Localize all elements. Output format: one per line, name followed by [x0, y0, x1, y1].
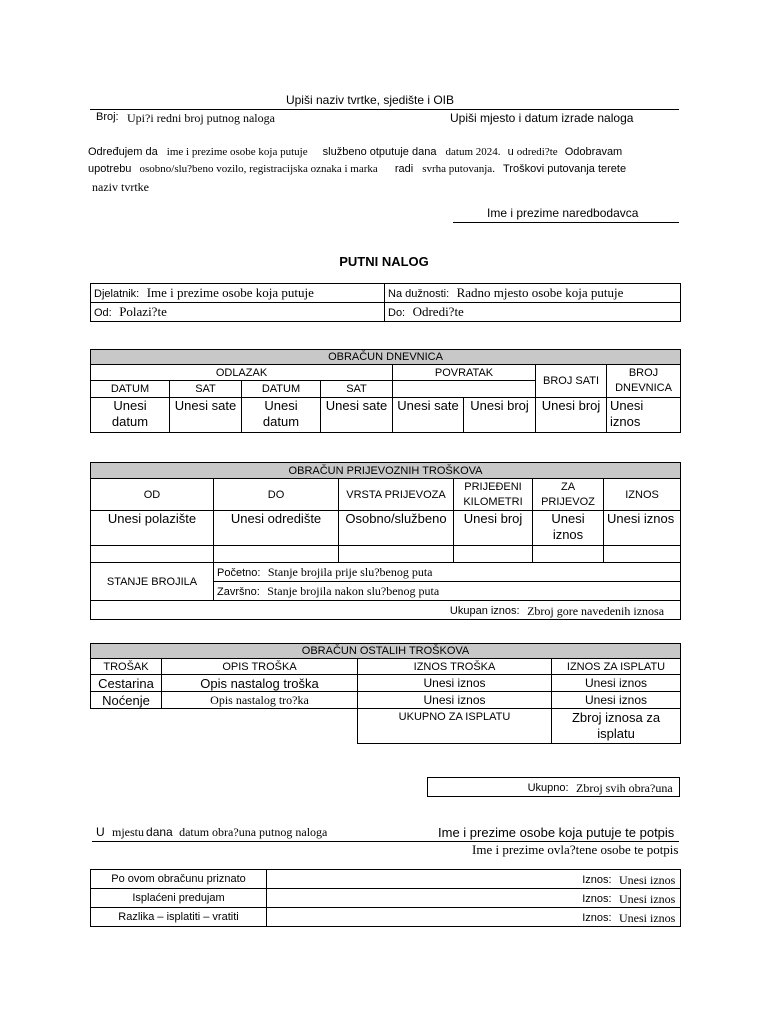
ukupno-isplata-label: UKUPNO ZA ISPLATU [358, 709, 552, 744]
trosak-header: TROŠAK [91, 659, 162, 675]
pocetno-cell [214, 563, 681, 582]
odlazak-header: ODLAZAK [91, 365, 393, 381]
od-field[interactable]: Unesi polazište [91, 511, 214, 546]
dnevnice-table [90, 349, 681, 433]
datum-obracuna-field[interactable]: datum obra?una putnog naloga [179, 825, 328, 839]
broj-dnevnica-field[interactable]: Unesi broj [464, 398, 536, 433]
trosak-field[interactable]: Cestarina [91, 675, 162, 692]
ukupan-iznos-field[interactable]: Zbroj gore navedenih iznosa [527, 604, 665, 618]
od-label: Od: [94, 307, 112, 319]
ukupno-box [427, 777, 680, 797]
vehicle-field[interactable]: osobno/slu?beno vozilo, registracijska oznaka i marka [139, 163, 378, 175]
travel-date-field[interactable]: datum 2024. [445, 146, 501, 158]
authorized-signature[interactable]: Ime i prezime ovla?tene osobe te potpis [472, 842, 679, 857]
company-name-field[interactable]: naziv tvrtke [92, 180, 149, 194]
odlazak-datum-header: DATUM [91, 381, 170, 398]
zavrsno-cell [214, 582, 681, 601]
povratak-sat-header: SAT [321, 381, 393, 398]
odlazak-sat-field[interactable]: Unesi sate [170, 398, 242, 433]
djelatnik-field[interactable]: Ime i prezime osobe koja putuje [146, 285, 314, 300]
do-label: Do: [388, 307, 406, 319]
povratak-datum-header: DATUM [242, 381, 321, 398]
od-field[interactable]: Polazi?te [119, 304, 167, 319]
iznos-trosk-header: IZNOS TROŠKA [358, 659, 552, 675]
isplata-header: IZNOS ZA ISPLATU [552, 659, 681, 675]
order-text: Određujem da [88, 146, 158, 158]
order-text: službeno otputuje dana [322, 146, 437, 158]
place-date-field[interactable]: Upiši mjesto i datum izrade naloga [450, 111, 634, 125]
vrsta-header: VRSTA PRIJEVOZA [339, 479, 454, 511]
iznos-field[interactable]: Unesi iznos [619, 892, 676, 906]
iznos-label: Iznos: [582, 893, 612, 905]
summary-amount-cell [267, 870, 681, 889]
stanje-brojila-label: STANJE BROJILA [91, 563, 214, 601]
dnevnice-title: OBRAČUN DNEVNICA [91, 350, 681, 365]
summary-label: Isplaćeni predujam [91, 889, 267, 908]
djelatnik-label: Djelatnik: [94, 288, 140, 300]
iznos-dnevnica-field[interactable]: Unesi broj [536, 398, 607, 433]
povratak-sat-field[interactable]: Unesi sate [321, 398, 393, 433]
signature-place-line [96, 825, 327, 840]
do-header: DO [214, 479, 339, 511]
isplata-field[interactable]: Unesi iznos [552, 675, 681, 692]
ostali-title: OBRAČUN OSTALIH TROŠKOVA [91, 644, 681, 659]
do-field[interactable]: Unesi odredište [214, 511, 339, 546]
povratak-datum-field[interactable]: Unesi datum [242, 398, 321, 433]
broj-dnevnica-header: BROJ DNEVNICA [607, 365, 681, 398]
empty-cell[interactable] [91, 546, 214, 563]
orderer-name[interactable]: Ime i prezime naredbodavca [487, 206, 639, 220]
ostali-table [90, 643, 681, 744]
odlazak-sat-header: SAT [170, 381, 242, 398]
pocetno-label: Početno: [217, 567, 261, 579]
ukupno-cell [428, 778, 680, 797]
pocetno-field[interactable]: Stanje brojila prije slu?benog puta [267, 565, 433, 579]
opis-field[interactable]: Opis nastalog troška [162, 675, 358, 692]
u-label: U [96, 825, 105, 839]
summary-label: Razlika – isplatiti – vratiti [91, 908, 267, 927]
summary-row [91, 889, 681, 908]
zavrsno-field[interactable]: Stanje brojila nakon slu?benog puta [267, 584, 440, 598]
summary-table [90, 869, 681, 927]
destination-field[interactable]: odredi?te [516, 146, 558, 158]
summary-row [91, 908, 681, 927]
iznos-label: Iznos: [582, 874, 612, 886]
opis-header: OPIS TROŠKA [162, 659, 358, 675]
order-text: u [507, 146, 514, 158]
purpose-field[interactable]: svrha putovanja. [422, 163, 495, 175]
djelatnik-cell [91, 284, 385, 303]
ukupno-isplata-field[interactable]: Zbroj iznosa za isplatu [552, 709, 681, 744]
od-cell [91, 303, 385, 322]
order-text: Odobravam [564, 146, 623, 158]
empty-cell[interactable] [533, 546, 604, 563]
dana-label: dana [146, 825, 173, 839]
broj-label: Broj: [96, 111, 119, 123]
page-title: PUTNI NALOG [339, 254, 429, 269]
order-text: Troškovi putovanja terete [503, 163, 627, 175]
duznost-label: Na dužnosti: [388, 288, 450, 300]
employee-table [90, 283, 681, 322]
isplata-field[interactable]: Unesi iznos [552, 692, 681, 709]
summary-label: Po ovom obračunu priznato [91, 870, 267, 889]
do-cell [385, 303, 681, 322]
od-header: OD [91, 479, 214, 511]
zavrsno-label: Završno: [217, 586, 260, 598]
duznost-cell [385, 284, 681, 303]
prijevoz-table [90, 462, 681, 620]
order-line-2 [88, 163, 680, 175]
empty-cell[interactable] [214, 546, 339, 563]
iznos-field[interactable]: Unesi iznos [604, 511, 681, 546]
iznos-trosk-field[interactable]: Unesi iznos [358, 675, 552, 692]
iznos-header: IZNOS [604, 479, 681, 511]
ukupno-field[interactable]: Zbroj svih obra?una [576, 781, 673, 795]
broj-sati-header: BROJ SATI [536, 365, 607, 398]
order-line-1 [88, 146, 680, 158]
company-placeholder[interactable]: Upiši naziv tvrtke, sjedište i OIB [285, 93, 455, 107]
traveler-signature[interactable]: Ime i prezime osobe koja putuje te potpis [438, 825, 675, 840]
za-prijevoz-field[interactable]: Unesi iznos [533, 511, 604, 546]
povratak-header: POVRATAK [393, 365, 536, 381]
prijevoz-title: OBRAČUN PRIJEVOZNIH TROŠKOVA [91, 463, 681, 479]
traveler-name-field[interactable]: ime i prezime osobe koja putuje [166, 146, 308, 158]
mjestu-field[interactable]: mjestu [112, 825, 145, 839]
order-text: radi [394, 163, 414, 175]
ukupno-label: Ukupno: [527, 782, 569, 794]
empty-cell[interactable] [604, 546, 681, 563]
blank-area [91, 709, 358, 744]
header-divider [90, 109, 679, 110]
trosak-field[interactable]: Noćenje [91, 692, 162, 709]
duznost-field[interactable]: Radno mjesto osobe koja putuje [456, 285, 624, 300]
ukupan-iznos-cell [91, 601, 681, 620]
ukupno-dnevnice-field[interactable]: Unesi iznos [607, 398, 681, 433]
vrsta-field[interactable]: Osobno/službeno [339, 511, 454, 546]
orderer-line [453, 222, 679, 223]
km-field[interactable]: Unesi broj [454, 511, 533, 546]
iznos-label: Iznos: [582, 912, 612, 924]
iznos-field[interactable]: Unesi iznos [619, 911, 676, 925]
summary-amount-cell [267, 889, 681, 908]
km-header: PRIJEĐENI KILOMETRI [454, 479, 533, 511]
broj-sati-field[interactable]: Unesi sate [393, 398, 464, 433]
empty-cell[interactable] [339, 546, 454, 563]
odlazak-datum-field[interactable]: Unesi datum [91, 398, 170, 433]
iznos-field[interactable]: Unesi iznos [619, 873, 676, 887]
empty-cell[interactable] [454, 546, 533, 563]
summary-amount-cell [267, 908, 681, 927]
za-prijevoz-header: ZA PRIJEVOZ [533, 479, 604, 511]
iznos-trosk-field[interactable]: Unesi iznos [358, 692, 552, 709]
opis-field[interactable]: Opis nastalog tro?ka [162, 692, 358, 709]
summary-row [91, 870, 681, 889]
do-field[interactable]: Odredi?te [412, 304, 464, 319]
order-text: upotrebu [88, 163, 132, 175]
broj-value[interactable]: Upi?i redni broj putnog naloga [127, 111, 275, 125]
ukupan-iznos-label: Ukupan iznos: [449, 605, 520, 617]
